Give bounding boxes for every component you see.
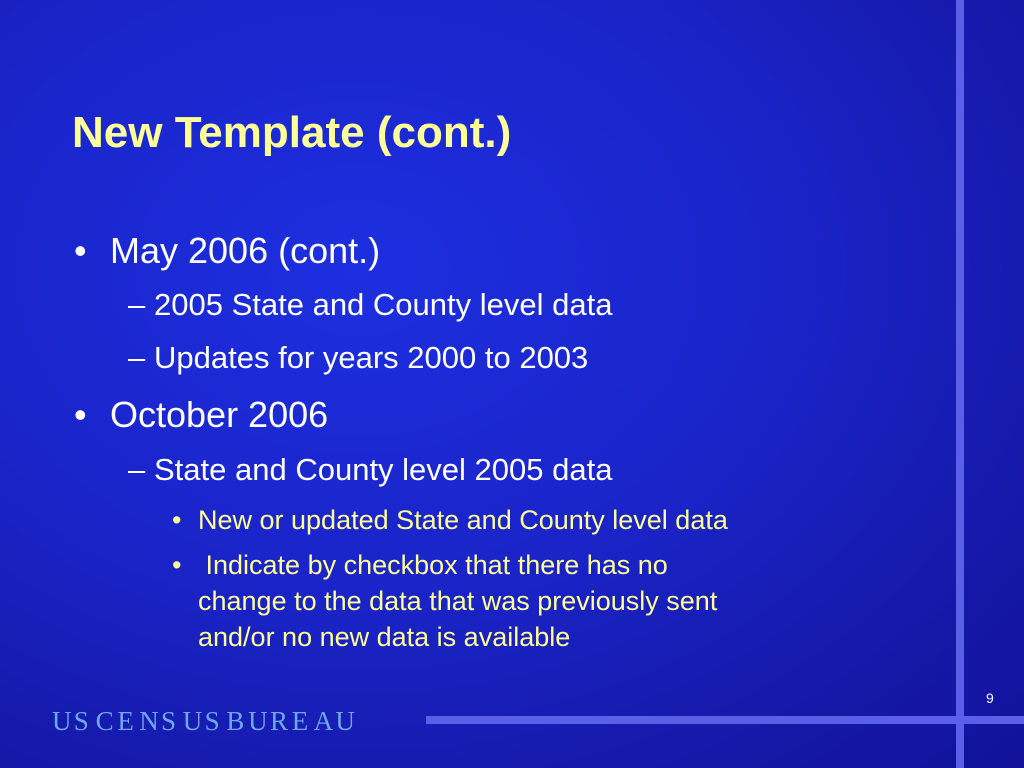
brand-letter: C (95, 706, 114, 736)
brand-letter: A (313, 706, 334, 736)
brand-letter: E (291, 706, 309, 736)
bullet-marker: • (172, 505, 182, 535)
bullet-text: October 2006 (110, 394, 329, 435)
brand-letter: S (160, 706, 177, 736)
brand-letter: S (204, 706, 220, 736)
brand-letter: B (226, 706, 245, 736)
sub-sub-bullet-text: change to the data that was previously sent (198, 586, 718, 616)
brand-letter: U (52, 706, 72, 736)
bullet-marker: • (172, 550, 182, 580)
bullet-marker: • (74, 394, 87, 435)
decorative-horizontal-line (426, 716, 1024, 724)
dash-marker: – (128, 340, 146, 375)
sub-sub-bullet-text: New or updated State and County level data (198, 505, 728, 535)
brand-letter: U (248, 706, 268, 736)
dash-marker: – (128, 452, 146, 487)
dash-marker: – (128, 287, 146, 322)
brand-letter: N (139, 706, 159, 736)
sub-sub-bullet-text: Indicate by checkbox that there has no (198, 550, 668, 580)
sub-bullet-text: 2005 State and County level data (154, 287, 613, 322)
brand-letter: U (335, 706, 355, 736)
brand-letter: U (182, 706, 203, 736)
bullet-marker: • (74, 230, 87, 271)
sub-bullet-text: Updates for years 2000 to 2003 (154, 340, 589, 375)
census-bureau-logo (52, 706, 357, 737)
slide-number: 9 (986, 690, 994, 706)
slide-title: New Template (cont.) (72, 108, 512, 157)
sub-sub-bullet-text: and/or no new data is available (198, 622, 571, 652)
decorative-vertical-line (956, 0, 964, 768)
brand-letter: E (117, 706, 134, 736)
bullet-text: May 2006 (cont.) (110, 230, 381, 271)
sub-bullet-text: State and County level 2005 data (154, 452, 613, 487)
brand-letter: R (269, 706, 288, 736)
brand-letter: S (73, 706, 89, 736)
